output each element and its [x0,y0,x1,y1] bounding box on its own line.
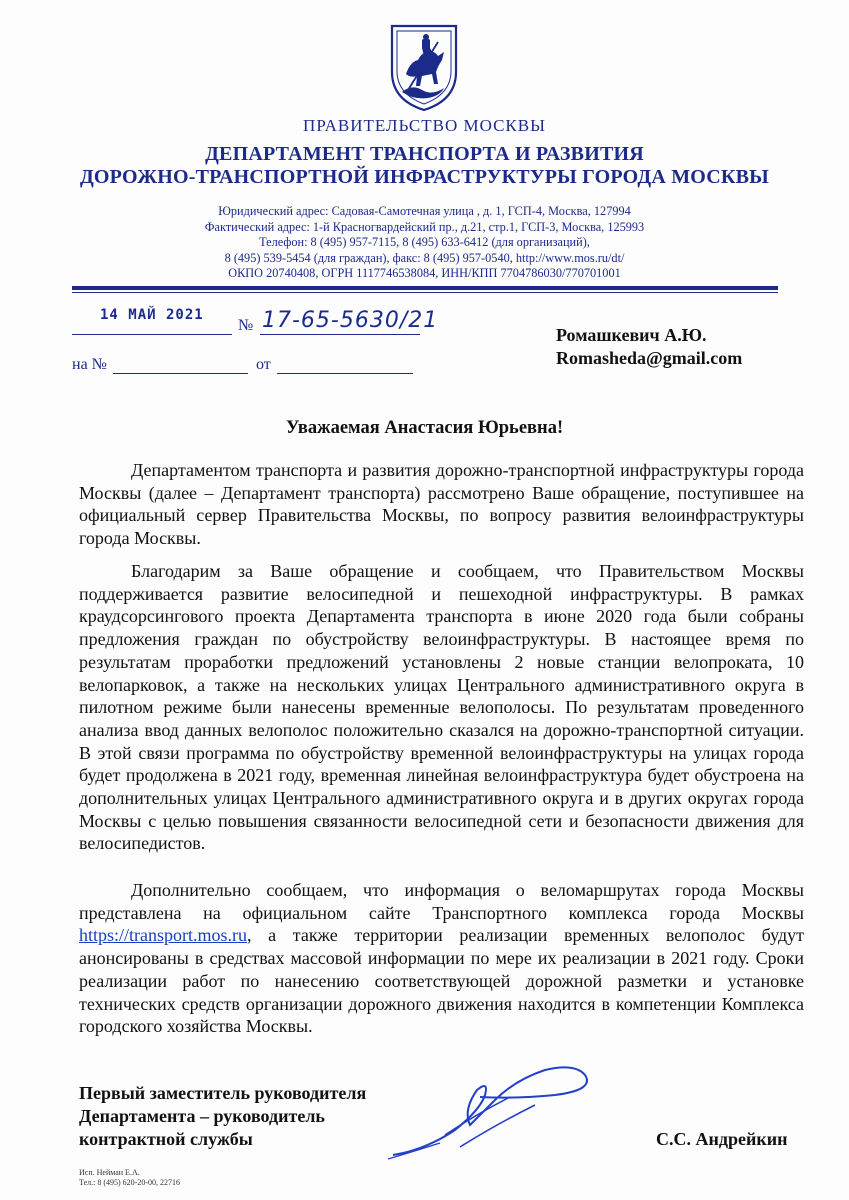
handwritten-signature [385,1055,605,1170]
address-line: Телефон: 8 (495) 957-7115, 8 (495) 633-6412 (для организаций), [259,235,590,250]
date-line [72,333,232,335]
transport-site-link[interactable]: https://transport.mos.ru [79,925,247,946]
address-block [0,204,849,282]
signatory-name: С.С. Андрейкин [656,1129,788,1149]
address-line: ОКПО 20740408, ОГРН 1117746538084, ИНН/КПП 7704786030/770701001 [228,266,621,281]
in-reply-label: на № [72,356,107,373]
position-line: контрактной службы [79,1129,253,1149]
executor-note [79,1168,180,1187]
position-line: Первый заместитель руководителя [79,1083,367,1103]
body-paragraph: Благодарим за Ваше обращение и сообщаем, что Правительством Москвы поддерживается развитие велосипедной и пешеходной инфраструктуры. В рамках краудсорсингового проекта Департамента транспорта в июне 2020 года были собраны предложения граждан по обустройству велоинфраструктуры. В настоящее время по результатам проработки предложений установлены 2 новые станции велопроката, 10 велопарковок, а также на нескольких улицах Центрального административного округа в пилотном режиме были нанесены временные велополосы. По результатам проведенного анализа ввод данных велополос положительно сказался на дорожно-транспортной ситуации. В этой связи программа по обустройству временной велоинфраструктуры на улицах города будет продолжена в 2021 году, временная линейная велоинфраструктура будет обустроена на дополнительных улицах Центрального административного округа и в других округах города Москвы с целью повышения связанности велосипедной сети и безопасности движения для велосипедистов. [79,561,804,854]
header-rule-thick [72,286,778,290]
greeting: Уважаемая Анастасия Юрьевна! [285,418,564,438]
address-line: 8 (495) 539-5454 (для граждан), факс: 8 (495) 957-0540, http://www.mos.ru/dt/ [224,250,625,265]
header-rule-thin [72,292,778,293]
in-reply-line [113,372,248,374]
number-label: № [238,317,254,334]
body-paragraph: Департаментом транспорта и развития дорожно-транспортной инфраструктуры города Москвы (далее – Департамент транспорта) рассмотрено Ваше обращение, поступившее на официальный сервер Правительства Москвы, по вопросу развития велоинфраструктуры города Москвы. [79,460,804,549]
signatory-position [79,1082,366,1151]
paragraph-text: Дополнительно сообщаем, что информация о веломаршрутах города Москвы представлена на официальном сайте Транспортного комплекса города Москвы [79,880,804,923]
from-line [277,372,413,374]
date-stamp: 14 МАЙ 2021 [100,307,204,323]
recipient-email: Romasheda@gmail.com [556,348,743,368]
address-line: Юридический адрес: Садовая-Самотечная улица , д. 1, ГСП-4, Москва, 127994 [218,204,631,218]
number-line [260,333,420,335]
body-paragraph [79,879,804,1038]
department-title-line2: ДОРОЖНО-ТРАНСПОРТНОЙ ИНФРАСТРУКТУРЫ ГОРОДА МОСКВЫ [79,166,770,188]
from-label: от [256,356,271,373]
recipient-name: Ромашкевич А.Ю. [556,325,707,345]
address-line: Фактический адрес: 1-й Красногвардейский пр., д.21, стр.1, ГСП-3, Москва, 125993 [204,219,645,234]
government-name: ПРАВИТЕЛЬСТВО МОСКВЫ [303,116,546,135]
paragraph-text: , а также территории реализации временных велополос будут анонсированы в средствах массовой информации по мере их реализации в 2021 году. Сроки реализации работ по нанесению соответствующей дорожной разметки и установке технических средств организации дорожного движения находится в компетенции Комплекса городского хозяйства Москвы. [79,925,804,1037]
executor-phone: Тел.: 8 (495) 620-20-00, 22716 [79,1177,181,1187]
position-line: Департамента – руководитель [79,1106,325,1126]
department-title-line1: ДЕПАРТАМЕНТ ТРАНСПОРТА И РАЗВИТИЯ [205,143,644,165]
executor-name: Исп. Нейман Е.А. [79,1168,140,1177]
moscow-coat-of-arms-icon [388,22,460,112]
handwritten-number: 17-65-5630/21 [262,308,439,333]
